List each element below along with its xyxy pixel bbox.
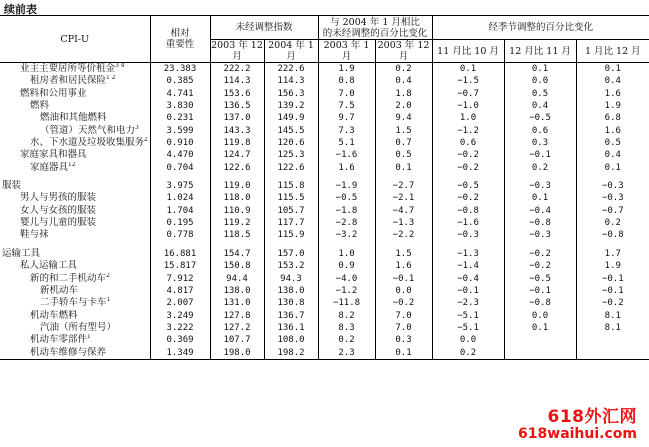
row-label bbox=[0, 248, 150, 260]
value-cell: 119.0 bbox=[210, 180, 264, 192]
footnote-marker: 1 2 bbox=[106, 75, 116, 82]
row-label bbox=[0, 63, 150, 76]
value-cell: 3.249 bbox=[150, 310, 210, 322]
value-cell: 130.8 bbox=[264, 297, 318, 309]
value-cell: 7.3 bbox=[318, 125, 375, 137]
row-label bbox=[0, 137, 150, 149]
value-cell: 23.383 bbox=[150, 63, 210, 76]
value-cell: 0.9 bbox=[318, 260, 375, 272]
value-cell: 0.0 bbox=[504, 75, 576, 87]
value-cell: −0.1 bbox=[504, 149, 576, 161]
value-cell: −0.3 bbox=[576, 180, 649, 192]
value-cell: 7.5 bbox=[318, 100, 375, 112]
value-cell: 125.3 bbox=[264, 149, 318, 161]
row-label-text: 家庭器具 bbox=[30, 161, 69, 173]
value-cell: −1.4 bbox=[432, 260, 504, 272]
value-cell: 0.369 bbox=[150, 334, 210, 346]
value-cell: 0.1 bbox=[576, 63, 649, 76]
value-cell: 119.8 bbox=[210, 137, 264, 149]
table-row bbox=[0, 205, 649, 217]
value-cell: 131.0 bbox=[210, 297, 264, 309]
value-cell: 0.704 bbox=[150, 162, 210, 174]
value-cell: −1.6 bbox=[432, 217, 504, 229]
row-label-text: 女人与女孩的服装 bbox=[20, 204, 97, 216]
value-cell: 136.5 bbox=[210, 100, 264, 112]
value-cell: 157.0 bbox=[264, 248, 318, 260]
yoy-change-header bbox=[318, 16, 432, 40]
row-label bbox=[0, 347, 150, 360]
value-cell: 1.8 bbox=[375, 88, 432, 100]
value-cell: 16.881 bbox=[150, 248, 210, 260]
value-cell: −0.8 bbox=[504, 297, 576, 309]
table-row bbox=[0, 125, 649, 137]
value-cell: 143.3 bbox=[210, 125, 264, 137]
value-cell: 94.4 bbox=[210, 273, 264, 285]
value-cell: −0.2 bbox=[432, 149, 504, 161]
row-label-text: 婴儿与儿童的服装 bbox=[20, 217, 97, 229]
value-cell: 1.9 bbox=[318, 63, 375, 76]
cpi-u-header: CPI-U bbox=[0, 16, 150, 63]
value-cell: 150.8 bbox=[210, 260, 264, 272]
value-cell: 0.1 bbox=[375, 347, 432, 360]
row-label-text: 燃料和公用事业 bbox=[20, 87, 87, 99]
value-cell: 4.470 bbox=[150, 149, 210, 161]
value-cell: 107.7 bbox=[210, 334, 264, 346]
value-cell: 0.3 bbox=[504, 137, 576, 149]
yoy-header-line2: 的未经调整的百分比变化 bbox=[322, 27, 428, 39]
value-cell: 3.599 bbox=[150, 125, 210, 137]
value-cell: 117.7 bbox=[264, 217, 318, 229]
value-cell: 8.1 bbox=[576, 310, 649, 322]
value-cell: 0.7 bbox=[375, 137, 432, 149]
value-cell: 4.817 bbox=[150, 285, 210, 297]
weight-header-line2: 重要性 bbox=[165, 39, 195, 50]
value-cell: 122.6 bbox=[264, 162, 318, 174]
col-header: 2004 年 1 月 bbox=[264, 40, 318, 63]
value-cell: 3.830 bbox=[150, 100, 210, 112]
row-label bbox=[0, 229, 150, 241]
row-label bbox=[0, 297, 150, 309]
row-label bbox=[0, 162, 150, 174]
table-row bbox=[0, 63, 649, 76]
value-cell: 124.7 bbox=[210, 149, 264, 161]
value-cell: 4.741 bbox=[150, 88, 210, 100]
value-cell: 105.7 bbox=[264, 205, 318, 217]
col-header: 11 月比 10 月 bbox=[432, 40, 504, 63]
value-cell: −2.2 bbox=[375, 229, 432, 241]
row-label bbox=[0, 310, 150, 322]
table-row bbox=[0, 273, 649, 285]
table-row bbox=[0, 149, 649, 161]
value-cell: 119.2 bbox=[210, 217, 264, 229]
value-cell: −2.1 bbox=[375, 192, 432, 204]
row-label-text: 机动车维修与保养 bbox=[30, 346, 107, 358]
table-row bbox=[0, 229, 649, 241]
value-cell: 1.0 bbox=[318, 248, 375, 260]
table-row bbox=[0, 162, 649, 174]
value-cell: 115.8 bbox=[264, 180, 318, 192]
value-cell: −0.5 bbox=[504, 112, 576, 124]
table-row bbox=[0, 192, 649, 204]
yoy-header-line1: 与 2004 年 1 月相比 bbox=[330, 16, 420, 28]
value-cell: 5.1 bbox=[318, 137, 375, 149]
value-cell: 3.975 bbox=[150, 180, 210, 192]
table-row bbox=[0, 248, 649, 260]
value-cell: −0.4 bbox=[504, 205, 576, 217]
row-label-text: 运输工具 bbox=[2, 247, 41, 259]
row-label bbox=[0, 322, 150, 334]
footnote-marker: 3 bbox=[135, 124, 139, 131]
value-cell: 3.222 bbox=[150, 322, 210, 334]
value-cell: −0.2 bbox=[576, 297, 649, 309]
value-cell: 6.8 bbox=[576, 112, 649, 124]
value-cell: 222.6 bbox=[264, 63, 318, 76]
value-cell: 122.6 bbox=[210, 162, 264, 174]
value-cell: 7.0 bbox=[375, 310, 432, 322]
value-cell: 0.0 bbox=[375, 285, 432, 297]
row-label bbox=[0, 100, 150, 112]
row-label bbox=[0, 75, 150, 87]
value-cell: 156.3 bbox=[264, 88, 318, 100]
value-cell: 198.0 bbox=[210, 347, 264, 360]
table-row bbox=[0, 334, 649, 346]
value-cell: 139.2 bbox=[264, 100, 318, 112]
footnote-marker: 3 4 bbox=[115, 62, 125, 69]
value-cell: 120.6 bbox=[264, 137, 318, 149]
value-cell: −0.8 bbox=[432, 205, 504, 217]
value-cell: 115.9 bbox=[264, 229, 318, 241]
row-label-text: 机动车燃料 bbox=[30, 309, 78, 321]
row-label-text: 鞋与袜 bbox=[20, 229, 49, 241]
row-label bbox=[0, 260, 150, 272]
value-cell: −0.5 bbox=[504, 273, 576, 285]
value-cell: −0.2 bbox=[504, 248, 576, 260]
value-cell: 136.7 bbox=[264, 310, 318, 322]
value-cell: 115.5 bbox=[264, 192, 318, 204]
value-cell: 0.910 bbox=[150, 137, 210, 149]
row-label bbox=[0, 149, 150, 161]
value-cell: −0.3 bbox=[504, 180, 576, 192]
value-cell: 154.7 bbox=[210, 248, 264, 260]
value-cell: 1.6 bbox=[375, 260, 432, 272]
row-label bbox=[0, 285, 150, 297]
seasonal-adjusted-header: 经季节调整的百分比变化 bbox=[432, 16, 649, 40]
table-row bbox=[0, 347, 649, 360]
table-row bbox=[0, 260, 649, 272]
footnote-marker: 12 bbox=[68, 161, 76, 168]
value-cell: 0.2 bbox=[318, 334, 375, 346]
value-cell bbox=[576, 347, 649, 360]
value-cell: 0.4 bbox=[576, 75, 649, 87]
watermark-line1: 618外汇网 bbox=[547, 407, 637, 427]
value-cell: 108.0 bbox=[264, 334, 318, 346]
value-cell: 0.195 bbox=[150, 217, 210, 229]
value-cell: 0.2 bbox=[432, 347, 504, 360]
value-cell: −1.9 bbox=[318, 180, 375, 192]
row-label-text: 业主主要居所等价租金 bbox=[20, 63, 116, 74]
value-cell: −0.5 bbox=[432, 180, 504, 192]
col-header: 12 月比 11 月 bbox=[504, 40, 576, 63]
value-cell: −0.3 bbox=[576, 192, 649, 204]
value-cell: 127.2 bbox=[210, 322, 264, 334]
value-cell: 0.2 bbox=[504, 162, 576, 174]
row-label bbox=[0, 334, 150, 346]
value-cell: −2.8 bbox=[318, 217, 375, 229]
table-row bbox=[0, 297, 649, 309]
col-header: 2003 年 12 月 bbox=[375, 40, 432, 63]
value-cell: −4.7 bbox=[375, 205, 432, 217]
value-cell: 0.1 bbox=[576, 162, 649, 174]
table-row bbox=[0, 322, 649, 334]
table-row bbox=[0, 100, 649, 112]
row-label bbox=[0, 180, 150, 192]
value-cell: 7.0 bbox=[318, 88, 375, 100]
value-cell: −0.1 bbox=[576, 273, 649, 285]
row-label bbox=[0, 112, 150, 124]
row-label-text: 服装 bbox=[2, 180, 22, 192]
watermark bbox=[518, 409, 637, 443]
value-cell: 110.9 bbox=[210, 205, 264, 217]
value-cell: −1.2 bbox=[318, 285, 375, 297]
value-cell: 127.8 bbox=[210, 310, 264, 322]
row-label-text: 机动车零部件 bbox=[30, 334, 88, 346]
value-cell: −1.3 bbox=[375, 217, 432, 229]
value-cell: −1.0 bbox=[432, 100, 504, 112]
row-label bbox=[0, 217, 150, 229]
row-label-text: 水、下水道及垃圾收集服务 bbox=[30, 137, 145, 149]
value-cell: 0.231 bbox=[150, 112, 210, 124]
value-cell: −0.8 bbox=[576, 229, 649, 241]
value-cell: 0.778 bbox=[150, 229, 210, 241]
value-cell: −3.2 bbox=[318, 229, 375, 241]
value-cell: −1.3 bbox=[432, 248, 504, 260]
value-cell: −0.4 bbox=[432, 273, 504, 285]
value-cell: 1.704 bbox=[150, 205, 210, 217]
value-cell: 136.1 bbox=[264, 322, 318, 334]
value-cell: 7.912 bbox=[150, 273, 210, 285]
value-cell: 0.6 bbox=[504, 125, 576, 137]
row-label-text: 汽油（所有型号） bbox=[40, 321, 117, 333]
value-cell: 198.2 bbox=[264, 347, 318, 360]
value-cell: 0.4 bbox=[504, 100, 576, 112]
row-label bbox=[0, 273, 150, 285]
row-label-text: 私人运输工具 bbox=[20, 260, 78, 272]
value-cell: 1.0 bbox=[432, 112, 504, 124]
footnote-marker: 2 bbox=[144, 137, 148, 143]
value-cell: 1.6 bbox=[576, 125, 649, 137]
table-row bbox=[0, 285, 649, 297]
value-cell: 0.3 bbox=[375, 334, 432, 346]
table-row bbox=[0, 217, 649, 229]
value-cell: 0.0 bbox=[504, 310, 576, 322]
footnote-marker: 1 bbox=[87, 334, 91, 341]
value-cell: 2.0 bbox=[375, 100, 432, 112]
value-cell: 118.0 bbox=[210, 192, 264, 204]
value-cell: 9.4 bbox=[375, 112, 432, 124]
value-cell: 149.9 bbox=[264, 112, 318, 124]
value-cell: 1.5 bbox=[375, 125, 432, 137]
value-cell: −0.2 bbox=[375, 297, 432, 309]
value-cell: 0.8 bbox=[318, 75, 375, 87]
table-row bbox=[0, 137, 649, 149]
value-cell: −0.3 bbox=[504, 229, 576, 241]
table-row bbox=[0, 112, 649, 124]
value-cell: −4.0 bbox=[318, 273, 375, 285]
value-cell: 222.2 bbox=[210, 63, 264, 76]
value-cell: −0.3 bbox=[432, 229, 504, 241]
value-cell: −0.1 bbox=[504, 285, 576, 297]
value-cell: −1.5 bbox=[432, 75, 504, 87]
value-cell: 1.5 bbox=[375, 248, 432, 260]
value-cell bbox=[504, 334, 576, 346]
col-header: 2003 年 1 月 bbox=[318, 40, 375, 63]
value-cell: 138.0 bbox=[264, 285, 318, 297]
value-cell: 0.6 bbox=[432, 137, 504, 149]
value-cell: 1.349 bbox=[150, 347, 210, 360]
value-cell: −0.7 bbox=[576, 205, 649, 217]
value-cell: −0.1 bbox=[375, 273, 432, 285]
unadjusted-index-header: 未经调整指数 bbox=[210, 16, 318, 40]
cpi-table bbox=[0, 15, 649, 360]
table-row bbox=[0, 310, 649, 322]
value-cell: 8.1 bbox=[576, 322, 649, 334]
row-label bbox=[0, 192, 150, 204]
col-header: 2003 年 12 月 bbox=[211, 40, 263, 62]
col-header: 1 月比 12 月 bbox=[576, 40, 649, 63]
value-cell: 94.3 bbox=[264, 273, 318, 285]
value-cell: 137.0 bbox=[210, 112, 264, 124]
value-cell: 1.9 bbox=[576, 260, 649, 272]
value-cell: 138.0 bbox=[210, 285, 264, 297]
value-cell: −0.5 bbox=[318, 192, 375, 204]
value-cell: 8.2 bbox=[318, 310, 375, 322]
value-cell: −2.3 bbox=[432, 297, 504, 309]
row-label bbox=[0, 205, 150, 217]
continued-title: 续前表 bbox=[4, 3, 37, 16]
row-label-text: 男人与男孩的服装 bbox=[20, 192, 97, 204]
value-cell bbox=[504, 347, 576, 360]
row-label-text: 租房者和居民保险 bbox=[30, 75, 107, 87]
value-cell: 2.007 bbox=[150, 297, 210, 309]
table-row bbox=[0, 75, 649, 87]
value-cell: 0.4 bbox=[576, 149, 649, 161]
row-label bbox=[0, 88, 150, 100]
value-cell bbox=[576, 334, 649, 346]
value-cell: −0.8 bbox=[504, 217, 576, 229]
value-cell: 0.4 bbox=[375, 75, 432, 87]
footnote-marker: 1 bbox=[106, 297, 111, 304]
value-cell: −5.1 bbox=[432, 310, 504, 322]
row-label-text: 新的和二手机动车 bbox=[30, 272, 107, 284]
row-label-text: 燃料 bbox=[30, 100, 50, 112]
value-cell: 15.817 bbox=[150, 260, 210, 272]
value-cell: 1.024 bbox=[150, 192, 210, 204]
value-cell: 1.6 bbox=[576, 88, 649, 100]
value-cell: 9.7 bbox=[318, 112, 375, 124]
row-label-text: （管道）天然气和电力 bbox=[40, 124, 136, 136]
row-label-text: 燃油和其他燃料 bbox=[40, 112, 107, 124]
value-cell: −1.8 bbox=[318, 205, 375, 217]
value-cell: −0.2 bbox=[504, 260, 576, 272]
value-cell: 0.2 bbox=[375, 63, 432, 76]
value-cell: 118.5 bbox=[210, 229, 264, 241]
value-cell: 8.3 bbox=[318, 322, 375, 334]
value-cell: 114.3 bbox=[264, 75, 318, 87]
value-cell: 0.0 bbox=[432, 334, 504, 346]
value-cell: −0.2 bbox=[432, 162, 504, 174]
value-cell: 0.1 bbox=[504, 192, 576, 204]
value-cell: 7.0 bbox=[375, 322, 432, 334]
value-cell: 114.3 bbox=[210, 75, 264, 87]
value-cell: 0.5 bbox=[576, 137, 649, 149]
row-label-text: 二手轿车与卡车 bbox=[40, 297, 107, 309]
value-cell: 153.6 bbox=[210, 88, 264, 100]
value-cell: −0.7 bbox=[432, 88, 504, 100]
value-cell: 2.3 bbox=[318, 347, 375, 360]
watermark-line2: 618waihui.com bbox=[518, 426, 637, 442]
weight-header bbox=[150, 16, 210, 63]
value-cell: 0.5 bbox=[375, 149, 432, 161]
value-cell: −0.2 bbox=[432, 192, 504, 204]
footnote-marker: 2 bbox=[106, 272, 110, 279]
value-cell: 0.1 bbox=[504, 322, 576, 334]
value-cell: −5.1 bbox=[432, 322, 504, 334]
value-cell: 0.1 bbox=[375, 162, 432, 174]
value-cell: −1.6 bbox=[318, 149, 375, 161]
value-cell: 1.7 bbox=[576, 248, 649, 260]
value-cell: −11.8 bbox=[318, 297, 375, 309]
value-cell: 1.6 bbox=[318, 162, 375, 174]
table-row bbox=[0, 180, 649, 192]
weight-header-line1: 相对 bbox=[170, 28, 190, 39]
row-label-text: 家庭家具和器具 bbox=[20, 149, 87, 161]
row-label bbox=[0, 125, 150, 137]
value-cell: 0.385 bbox=[150, 75, 210, 87]
value-cell: −0.1 bbox=[432, 285, 504, 297]
value-cell: 145.5 bbox=[264, 125, 318, 137]
row-label-text: 新机动车 bbox=[40, 284, 79, 296]
value-cell: 1.9 bbox=[576, 100, 649, 112]
table-body bbox=[0, 63, 649, 360]
value-cell: −1.2 bbox=[432, 125, 504, 137]
value-cell: 0.1 bbox=[504, 63, 576, 76]
value-cell: 0.2 bbox=[576, 217, 649, 229]
table-row bbox=[0, 88, 649, 100]
value-cell: 153.2 bbox=[264, 260, 318, 272]
value-cell: −2.7 bbox=[375, 180, 432, 192]
value-cell: 0.5 bbox=[504, 88, 576, 100]
value-cell: −0.1 bbox=[576, 285, 649, 297]
value-cell: 0.1 bbox=[432, 63, 504, 76]
